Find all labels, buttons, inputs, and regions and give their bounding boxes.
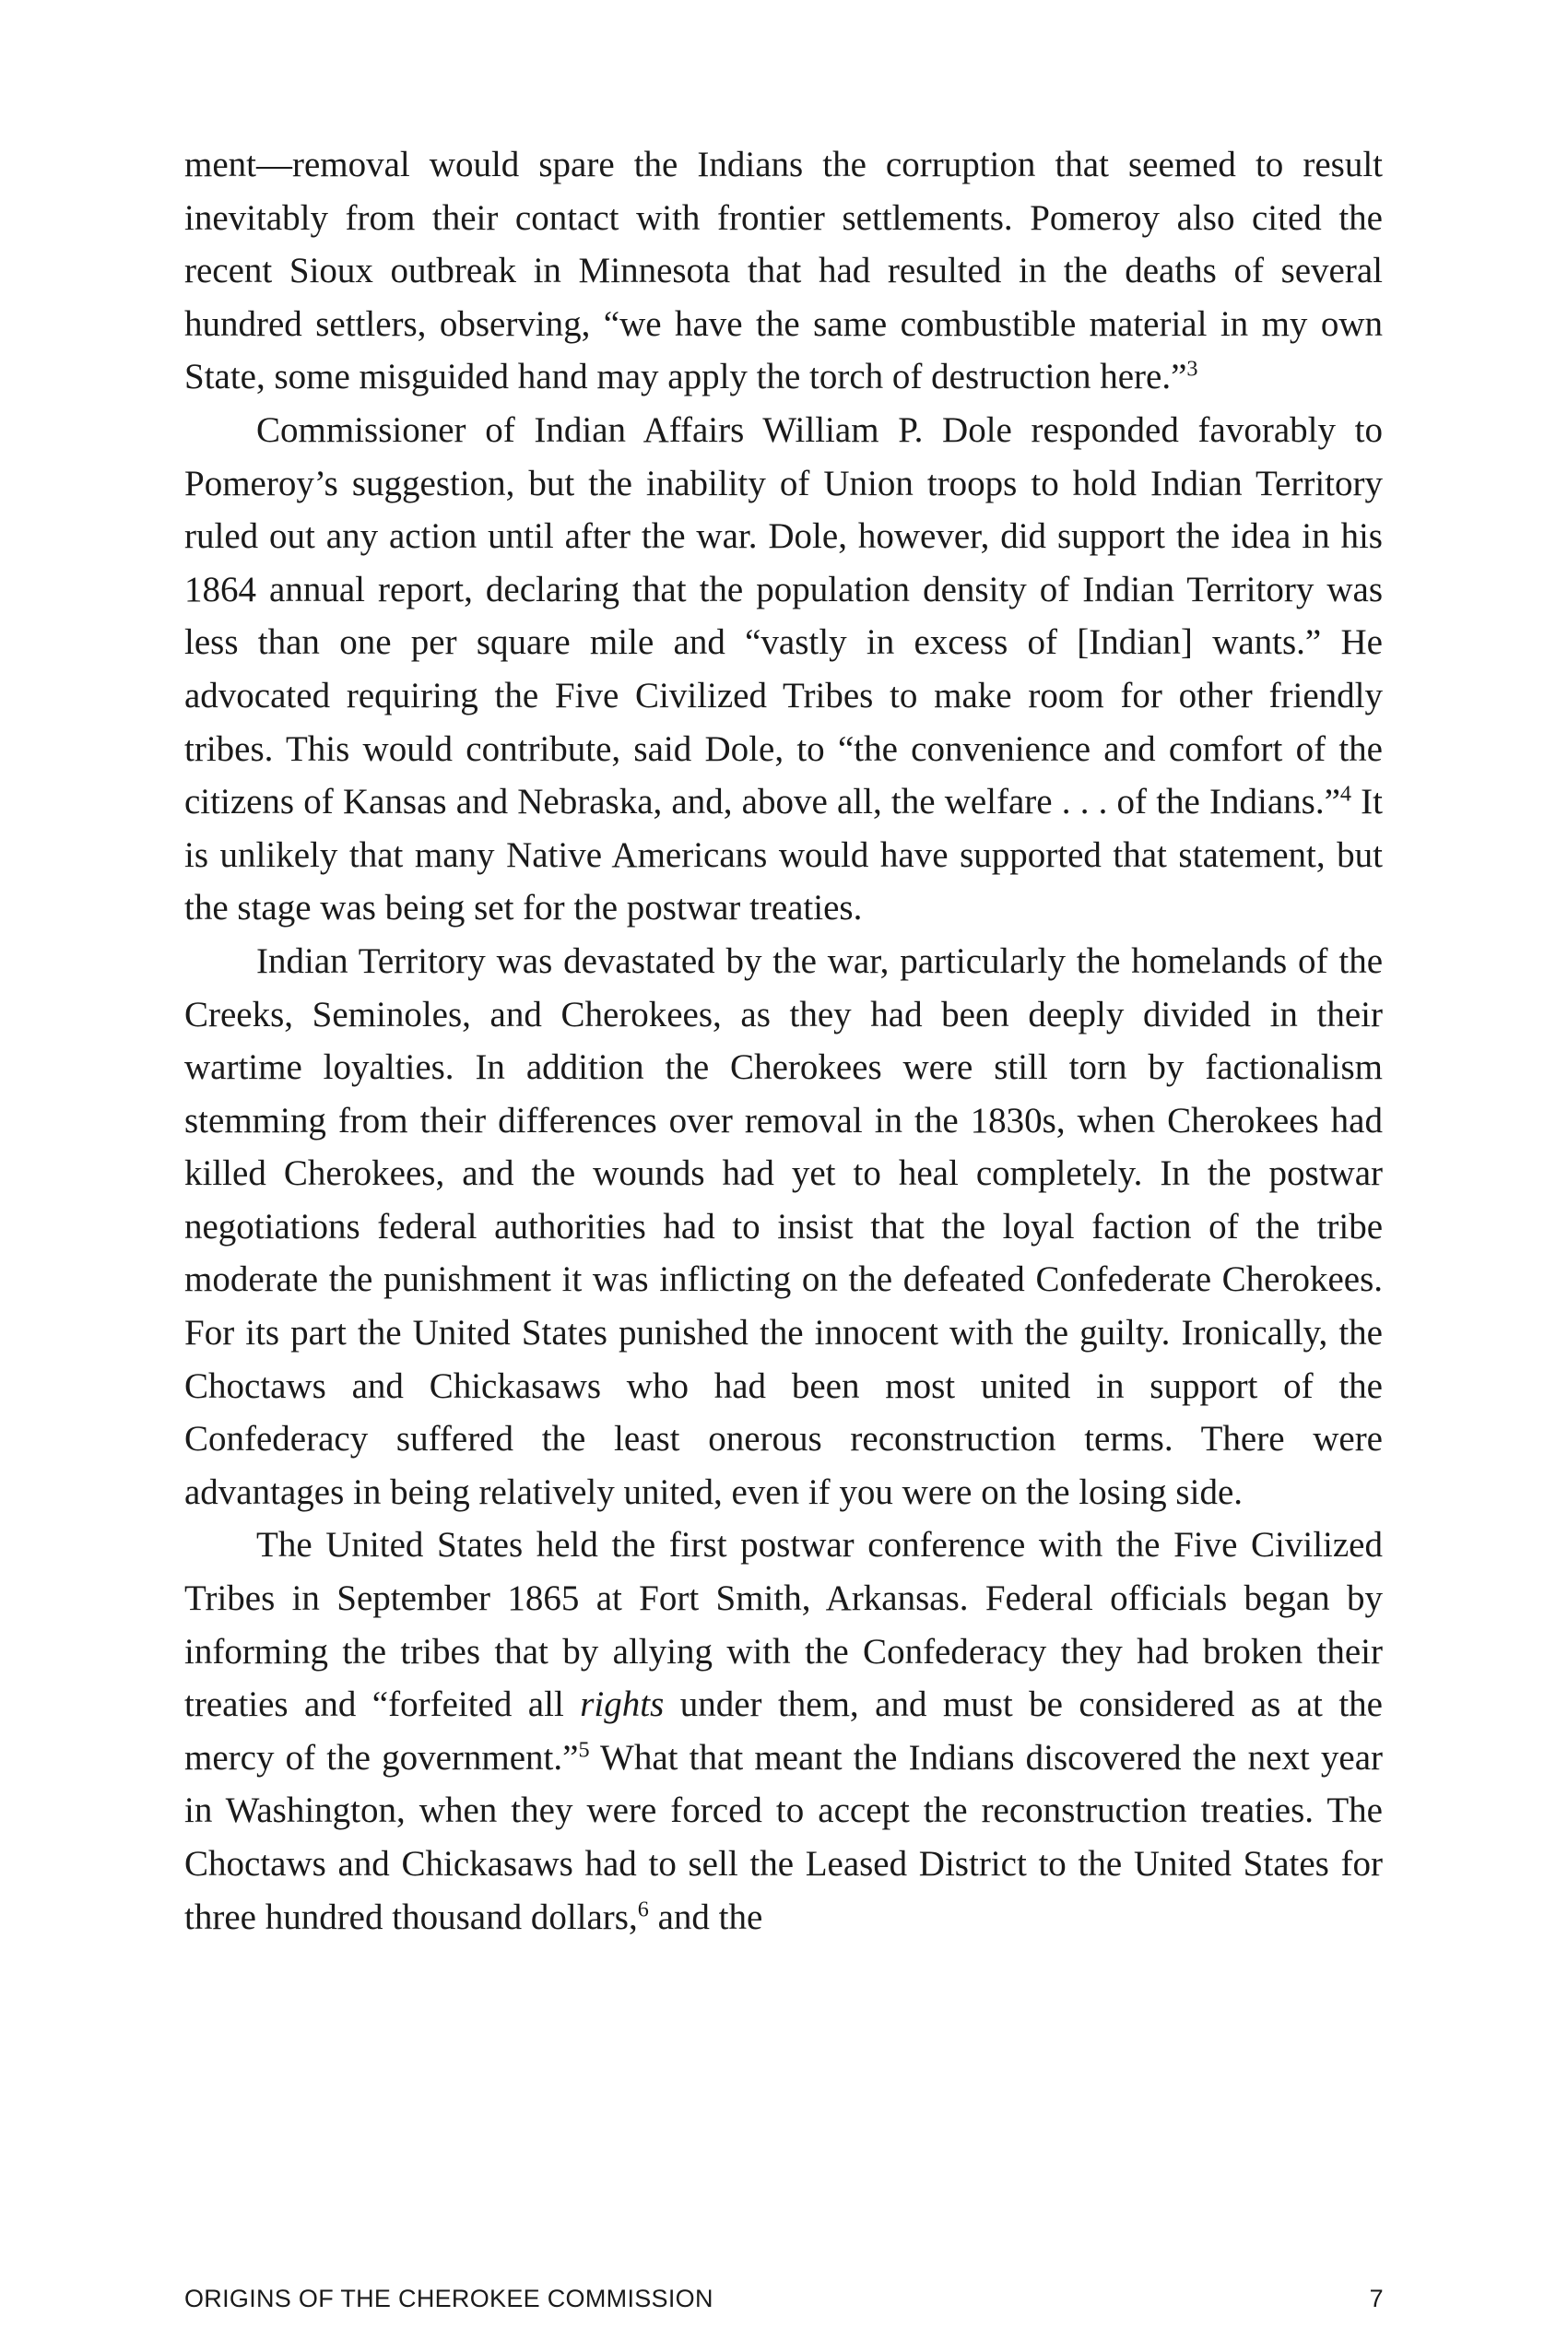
footnote-marker-4: 4 bbox=[1339, 781, 1351, 807]
page-footer bbox=[184, 2285, 1384, 2322]
footnote-marker-5: 5 bbox=[578, 1737, 590, 1763]
emphasis-rights: rights bbox=[580, 1684, 665, 1725]
text-segment: and the bbox=[648, 1897, 763, 1937]
text-segment: Commissioner of Indian Affairs William P. Dole responded favorably to Pomeroy’s suggestion, but the inability of Union troops to hold Indian Territory ruled out any action until after the war. Dole, however, did support the idea in his 1864 annual report, declaring that the population density of Indian Territory was less than one per square mile and “vastly in excess of [Indian] wants.” He advocated requiring the Five Civilized Tribes to make room for other friendly tribes. This would contribute, said Dole, to “the convenience and comfort of the citizens of Kansas and Nebraska, and, above all, the welfare . . . of the Indians.” bbox=[184, 409, 1383, 822]
text-segment: ment—removal would spare the Indians the corruption that seemed to result inevitably from their contact with frontier settlements. Pomeroy also cited the recent Sioux outbreak in Minnesota that had resulted in the deaths of several hundred settlers, observing, “we have the same combustible material in my own State, some misguided hand may apply the torch of destruction here.” bbox=[184, 145, 1383, 397]
text-segment: Indian Territory was devastated by the war, particularly the homelands of the Creeks, Seminoles, and Cherokees, as they had been deeply divided in their wartime loyalties. In addition the Cherokees were still torn by factionalism stemming from their differences over removal in the 1830s, when Cherokees had killed Cherokees, and the wounds had yet to heal completely. In the postwar negotiations federal authorities had to insist that the loyal faction of the tribe moderate the punishment it was inflicting on the defeated Confederate Cherokees. For its part the United States punished the innocent with the guilty. Ironically, the Choctaws and Chickasaws who had been most united in support of the Confederacy suffered the least onerous reconstruction terms. There were advantages in being relatively united, even if you were on the losing side. bbox=[184, 940, 1383, 1512]
paragraph-1 bbox=[184, 138, 1383, 404]
paragraph-4 bbox=[184, 1519, 1383, 1944]
text-segment: under them, and must be considered as at the mercy of the government.” bbox=[184, 1684, 1383, 1778]
text-segment: What that meant the Indians discovered the next year in Washington, when they were forced to accept the reconstruction treaties. The Choctaws and Chickasaws had to sell the Leased District to the United States for three hundred thousand dollars, bbox=[184, 1737, 1383, 1937]
page-body bbox=[184, 138, 1383, 2231]
page-number: 7 bbox=[1369, 2285, 1384, 2312]
footnote-marker-6: 6 bbox=[637, 1897, 649, 1922]
footnote-marker-3: 3 bbox=[1186, 357, 1198, 383]
running-head: ORIGINS OF THE CHEROKEE COMMISSION bbox=[184, 2285, 713, 2312]
paragraph-2 bbox=[184, 404, 1383, 935]
body-text bbox=[184, 138, 1383, 1944]
text-segment: The United States held the first postwar conference with the Five Civilized Tribes in September 1865 at Fort Smith, Arkansas. Federal officials began by informing the tribes that by allying with the Confederacy they had broken their treaties and “forfeited all bbox=[184, 1525, 1383, 1725]
paragraph-3 bbox=[184, 935, 1383, 1519]
text-segment: It is unlikely that many Native Americans would have supported that statement, but the stage was being set for the postwar treaties. bbox=[184, 782, 1383, 928]
